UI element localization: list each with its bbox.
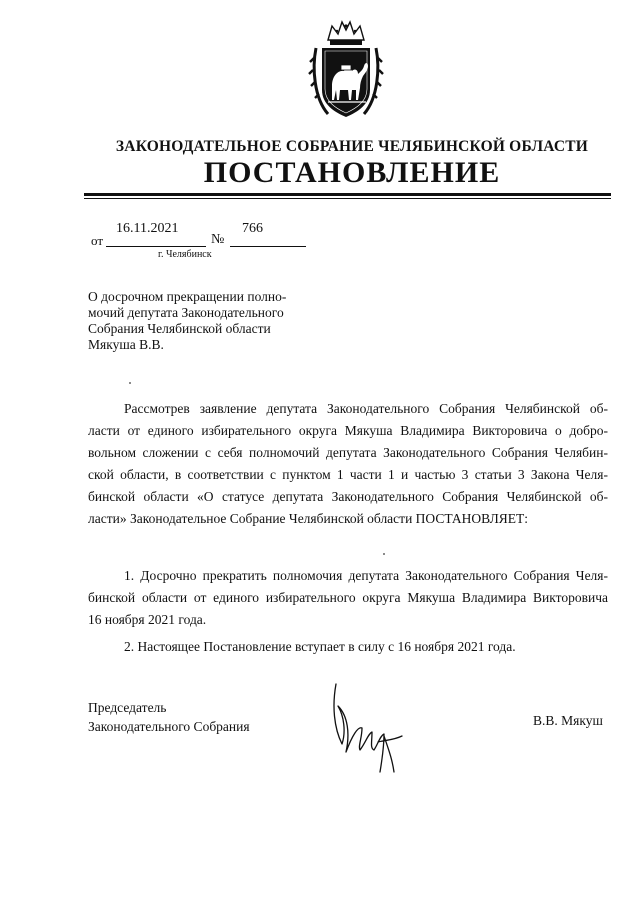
paragraph-line: 16 ноября 2021 года. [88,612,207,627]
header-divider-thin [84,198,611,199]
signer-position-line: Законодательного Собрания [88,719,250,734]
handwritten-signature [322,676,414,778]
document-subject [88,289,308,353]
subject-line: мочий депутата Законодательного [88,305,284,320]
paragraph-line: бинской области «О статусе депутата Законодательного Собрания Челябинской об- [88,489,608,504]
number-label: № [211,232,225,247]
paragraph-line: 1. Досрочно прекратить полномочия депутата Законодательного Собрания Челя- [124,568,608,583]
organization-title: ЗАКОНОДАТЕЛЬНОЕ СОБРАНИЕ ЧЕЛЯБИНСКОЙ ОБЛАСТИ [115,138,589,155]
header-divider-thick [84,193,611,196]
number-underline [230,246,306,247]
date-label: от [91,233,104,248]
scan-speck [129,382,131,384]
paragraph-line: Рассмотрев заявление депутата Законодательного Собрания Челябинской об- [124,401,608,416]
resolution-item-1 [88,565,608,631]
date-underline [106,246,206,247]
subject-line: О досрочном прекращении полно- [88,289,287,304]
document-number: 766 [242,221,263,236]
paragraph-line: ласти» Законодательное Собрание Челябинской области ПОСТАНОВЛЯЕТ: [88,511,529,526]
issue-city: г. Челябинск [158,249,212,260]
signer-position-line: Председатель [88,700,167,715]
document-date: 16.11.2021 [116,221,179,236]
paragraph-line: бинской области от единого избирательного округа Мякуша Владимира Викторовича [88,590,608,605]
subject-line: Собрания Челябинской области [88,321,271,336]
paragraph-line: ласти от единого избирательного округа Мякуша Владимира Викторовича о добро- [88,423,608,438]
signer-name: В.В. Мякуш [533,713,603,728]
paragraph-line: вольном сложении с себя полномочий депутата Законодательного Собрания Челябин- [88,445,608,460]
scan-speck [383,553,385,555]
paragraph-line: 2. Настоящее Постановление вступает в силу с 16 ноября 2021 года. [124,639,516,654]
subject-line: Мякуша В.В. [88,337,164,352]
signer-position [88,698,250,736]
paragraph-line: ской области, в соответствии с пунктом 1 части 1 и частью 3 статьи 3 Закона Челя- [88,467,608,482]
document-type-title: ПОСТАНОВЛЕНИЕ [203,156,501,189]
resolution-item-2 [88,636,608,658]
preamble-paragraph [88,398,608,530]
coat-of-arms-icon [308,18,384,124]
